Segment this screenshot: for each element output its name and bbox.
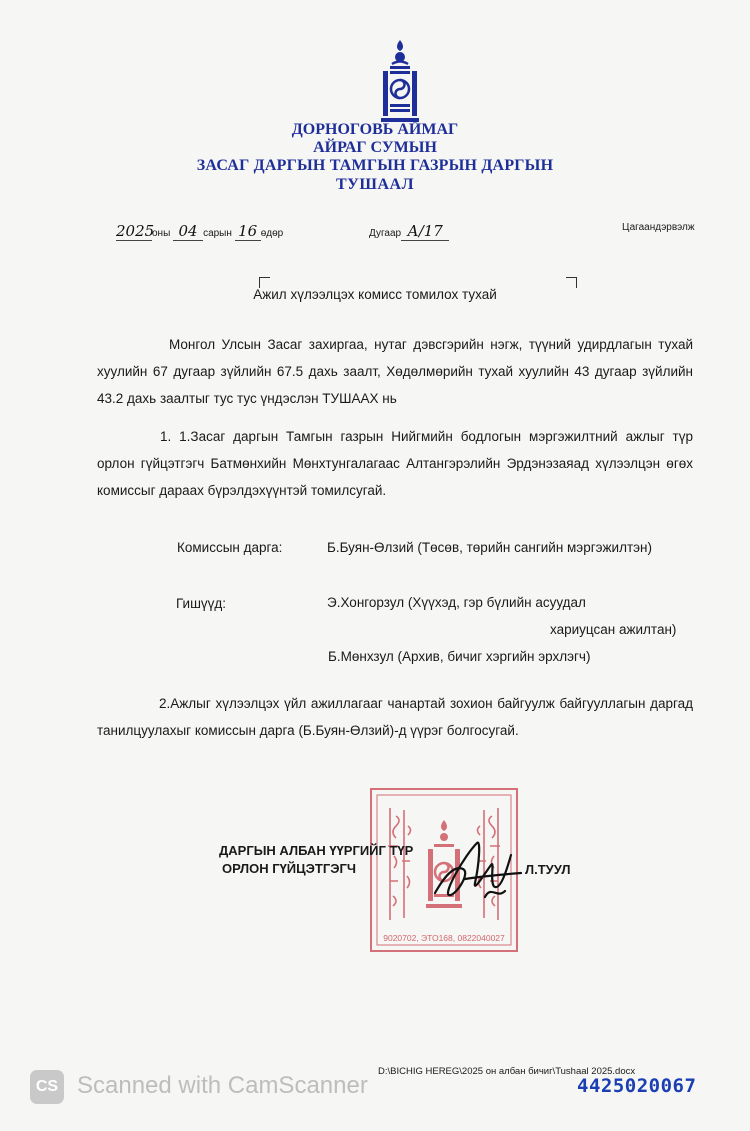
preamble-paragraph: Монгол Улсын Засаг захиргаа, нутаг дэвсгэрийн нэгж, түүний удирдлагын тухай хуулийн 67 дугаар зүйлийн 67.5 дахь заалт, Хөдөлмөрийн тухай хуулийн 43 дугаар зүйлийн 43.2 дахь заалтыг тус тус үндэслэн ТУШААХ нь [97, 337, 693, 406]
date-day-suffix: өдөр [260, 228, 284, 239]
place-name: Цагаандэрвэлж [622, 222, 695, 233]
date-line [116, 222, 283, 241]
date-month-suffix: сарын [203, 228, 232, 239]
signatory-name: Л.ТУУЛ [525, 862, 571, 877]
soyombo-emblem-icon [378, 38, 422, 124]
number-value: А/17 [401, 222, 449, 241]
member-2: Б.Мөнхзул (Архив, бичиг хэргийн эрхлэгч) [328, 649, 591, 664]
member-1-line-2: хариуцсан ажилтан) [550, 622, 677, 637]
item-1-paragraph: 1. 1.Засаг даргын Тамгын газрын Нийгмийн бодлогын мэргэжилтний ажлыг түр орлон гүйцэтгэгч Батмөнхийн Мөнхтунгалагаас Алтангэрэлийн Эрдэнэзаяад хүлээлцэн өгөх комиссыг дараах бүрэлдэхүүнтэй томилсугай. [97, 429, 693, 498]
chair-label: Комиссын дарга: [177, 540, 283, 555]
file-path: D:\BICHIG HEREG\2025 он албан бичиг\Tushaal 2025.docx [378, 1066, 636, 1077]
signatory-title-line-2: ОРЛОН ГҮЙЦЭТГЭГЧ [222, 861, 356, 876]
number-line [369, 222, 449, 241]
item-2-paragraph: 2.Ажлыг хүлээлцэх үйл ажиллагааг чанартай зохион байгуулж байгууллагын даргад танилцуулахыг комиссын дарга (Б.Буян-Өлзий)-д үүрэг болгосугай. [97, 696, 693, 738]
signatory-title-line-1: ДАРГЫН АЛБАН ҮҮРГИЙГ ТҮР [219, 843, 414, 858]
header-office: ЗАСАГ ДАРГЫН ТАМГЫН ГАЗРЫН ДАРГЫН [196, 157, 554, 174]
header-sum: АЙРАГ СУМЫН [313, 139, 437, 156]
seal-bottom-text: 9020702, ЭТО168, 0822040027 [383, 933, 505, 943]
date-day: 16 [235, 222, 261, 241]
handwritten-signature [425, 835, 535, 910]
members-label: Гишүүд: [176, 596, 227, 611]
chair-value: Б.Буян-Өлзий (Төсөв, төрийн сангийн мэргэжилтэн) [327, 540, 652, 555]
camscanner-logo-icon: CS [30, 1070, 64, 1104]
header-aimag: ДОРНОГОВЬ АЙМАГ [291, 121, 459, 138]
date-year-suffix: оны [152, 228, 171, 239]
member-1-line-1: Э.Хонгорзул (Хүүхэд, гэр бүлийн асуудал [327, 595, 586, 610]
registration-number: 4425020067 [577, 1075, 697, 1097]
header-doc-type: ТУШААЛ [335, 176, 414, 193]
camscanner-watermark: Scanned with CamScanner [77, 1072, 368, 1099]
date-month: 04 [173, 222, 203, 241]
date-year: 2025 [116, 222, 155, 240]
subject-title: Ажил хүлээлцэх комисс томилох тухай [253, 287, 497, 302]
number-label: Дугаар [369, 228, 402, 239]
